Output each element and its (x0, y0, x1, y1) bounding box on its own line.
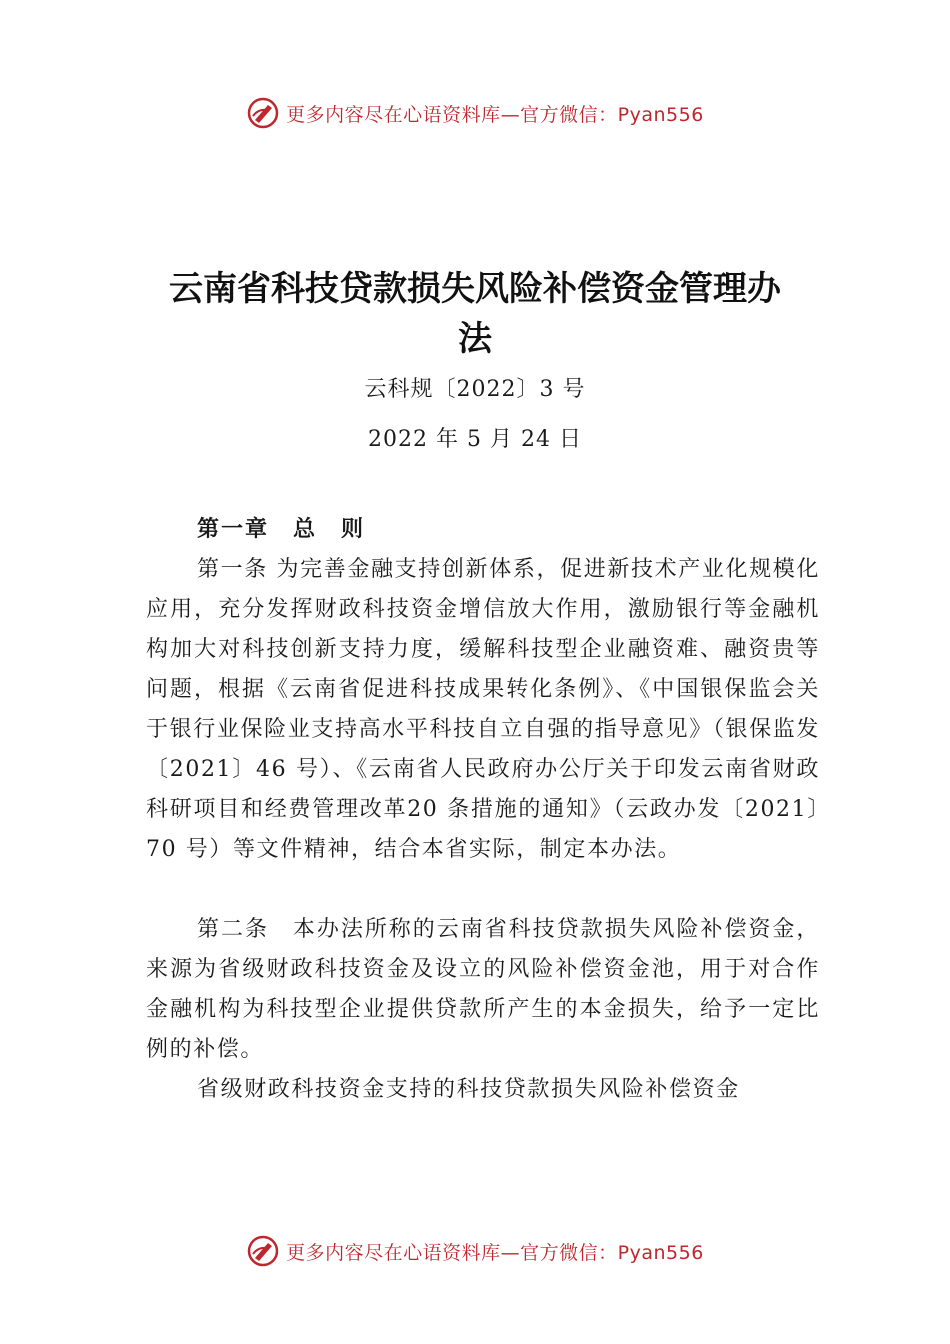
article-1: 第一条 为完善金融支持创新体系，促进新技术产业化规模化应用，充分发挥财政科技资金增信放大作用，激励银行等金融机构加大对科技创新支持力度，缓解科技型企业融资难、融资贵等问题，根据《云南省促进科技成果转化条例》、《中国银保监会关于银行业保险业支持高水平科技自立自强的指导意见》（银保监发〔2021〕46 号）、《云南省人民政府办公厅关于印发云南省财政科研项目和经费管理改革20 条措施的通知》（云政办发〔2021〕70 号）等文件精神，结合本省实际，制定本办法。 (146, 557, 820, 862)
title-line-1: 云南省科技贷款损失风险补偿资金管理办 (169, 269, 781, 309)
library-logo-icon (246, 1234, 280, 1268)
chapter-heading: 第一章 总 则 (197, 517, 366, 542)
document-title (0, 264, 950, 364)
document-number: 云科规〔2022〕3 号 (364, 377, 586, 402)
title-line-2: 法 (458, 319, 492, 359)
article-2-continuation: 省级财政科技资金支持的科技贷款损失风险补偿资金 (197, 1077, 740, 1102)
watermark-footer (0, 1234, 950, 1268)
library-logo-icon (246, 96, 280, 130)
watermark-text: 更多内容尽在心语资料库—官方微信：Pyan556 (286, 1241, 704, 1264)
watermark-header (0, 96, 950, 130)
article-2: 第二条 本办法所称的云南省科技贷款损失风险补偿资金，来源为省级财政科技资金及设立的风险补偿资金池，用于对合作金融机构为科技型企业提供贷款所产生的本金损失，给予一定比例的补偿。 (146, 917, 820, 1062)
watermark-text: 更多内容尽在心语资料库—官方微信：Pyan556 (286, 103, 704, 126)
document-date: 2022 年 5 月 24 日 (368, 427, 582, 452)
